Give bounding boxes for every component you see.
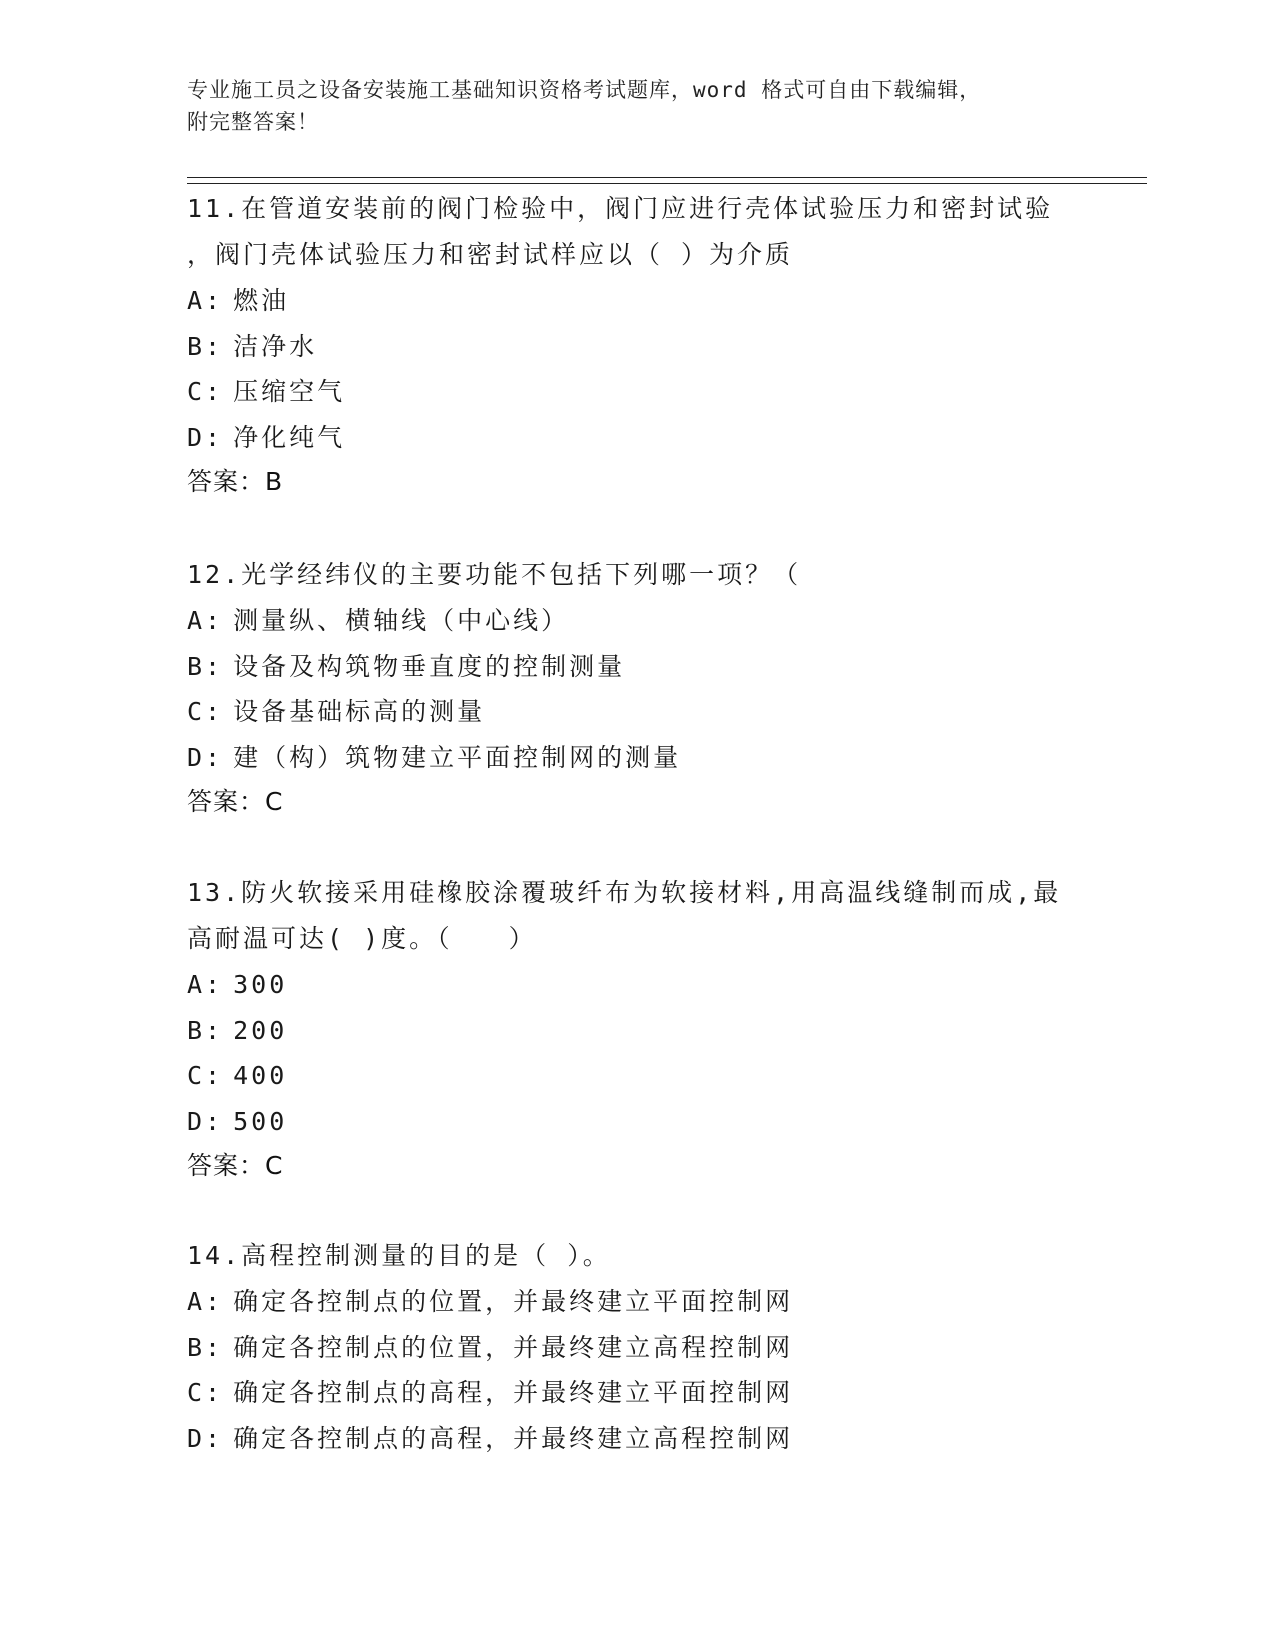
option-letter: B:	[187, 331, 224, 361]
option-c	[187, 369, 1087, 415]
option-letter: C:	[187, 377, 224, 406]
option-c	[187, 1053, 1087, 1099]
document-header	[187, 74, 1087, 138]
question-13	[187, 870, 1087, 1188]
option-d	[187, 735, 1087, 781]
option-a	[187, 598, 1087, 644]
option-c	[187, 1370, 1087, 1416]
option-letter: D:	[187, 742, 224, 772]
header-line-1: 专业施工员之设备安装施工基础知识资格考试题库，word 格式可自由下载编辑，	[187, 78, 982, 102]
question-stem-line: 12.光学经纬仪的主要功能不包括下列哪一项？（	[187, 560, 802, 589]
option-text: 燃油	[233, 286, 290, 315]
option-c	[187, 689, 1087, 735]
question-12	[187, 552, 1087, 824]
question-stem-line: 13.防火软接采用硅橡胶涂覆玻纤布为软接材料,用高温线缝制而成,最	[187, 878, 1062, 907]
option-text: 设备及构筑物垂直度的控制测量	[233, 651, 626, 681]
question-14	[187, 1233, 1087, 1461]
option-letter: C:	[187, 1378, 224, 1407]
option-text: 洁净水	[233, 331, 318, 361]
option-text: 压缩空气	[233, 377, 346, 406]
option-letter: D:	[187, 1423, 224, 1453]
option-letter: B:	[187, 1015, 224, 1045]
option-letter: C:	[187, 1061, 224, 1090]
option-b	[187, 644, 1087, 690]
header-divider-bottom	[187, 183, 1147, 184]
option-text: 200	[233, 1015, 288, 1045]
option-letter: A:	[187, 1287, 224, 1316]
question-stem-line: 高耐温可达( )度。（ ）	[187, 924, 537, 953]
option-letter: D:	[187, 422, 224, 452]
option-a	[187, 1279, 1087, 1325]
option-letter: B:	[187, 1332, 224, 1362]
option-text: 确定各控制点的位置，并最终建立平面控制网	[233, 1287, 794, 1316]
option-letter: A:	[187, 970, 224, 999]
option-b	[187, 324, 1087, 370]
question-11	[187, 186, 1087, 504]
option-d	[187, 1416, 1087, 1462]
header-line-2: 附完整答案！	[187, 110, 319, 134]
answer-line: 答案：C	[187, 1151, 284, 1180]
option-text: 500	[233, 1106, 288, 1136]
option-text: 设备基础标高的测量	[233, 697, 486, 726]
answer-line: 答案：B	[187, 467, 284, 496]
option-b	[187, 1325, 1087, 1371]
answer-line: 答案：C	[187, 787, 284, 816]
option-letter: A:	[187, 606, 224, 635]
option-b	[187, 1008, 1087, 1054]
option-text: 建（构）筑物建立平面控制网的测量	[233, 742, 682, 772]
option-a	[187, 278, 1087, 324]
option-text: 测量纵、横轴线（中心线）	[233, 606, 570, 635]
header-divider-top	[187, 177, 1147, 178]
option-letter: D:	[187, 1106, 224, 1136]
option-text: 300	[233, 970, 288, 999]
option-text: 确定各控制点的高程，并最终建立高程控制网	[233, 1423, 794, 1453]
option-text: 400	[233, 1061, 288, 1090]
option-letter: A:	[187, 286, 224, 315]
option-text: 确定各控制点的高程，并最终建立平面控制网	[233, 1378, 794, 1407]
question-stem-line: ，阀门壳体试验压力和密封试样应以（ ）为介质	[187, 240, 794, 269]
option-d	[187, 415, 1087, 461]
option-text: 确定各控制点的位置，并最终建立高程控制网	[233, 1332, 794, 1362]
option-text: 净化纯气	[233, 422, 346, 452]
question-stem-line: 14.高程控制测量的目的是（ ）。	[187, 1241, 611, 1270]
option-a	[187, 962, 1087, 1008]
option-d	[187, 1099, 1087, 1145]
option-letter: C:	[187, 697, 224, 726]
option-letter: B:	[187, 651, 224, 681]
question-stem-line: 11.在管道安装前的阀门检验中，阀门应进行壳体试验压力和密封试验	[187, 194, 1054, 223]
